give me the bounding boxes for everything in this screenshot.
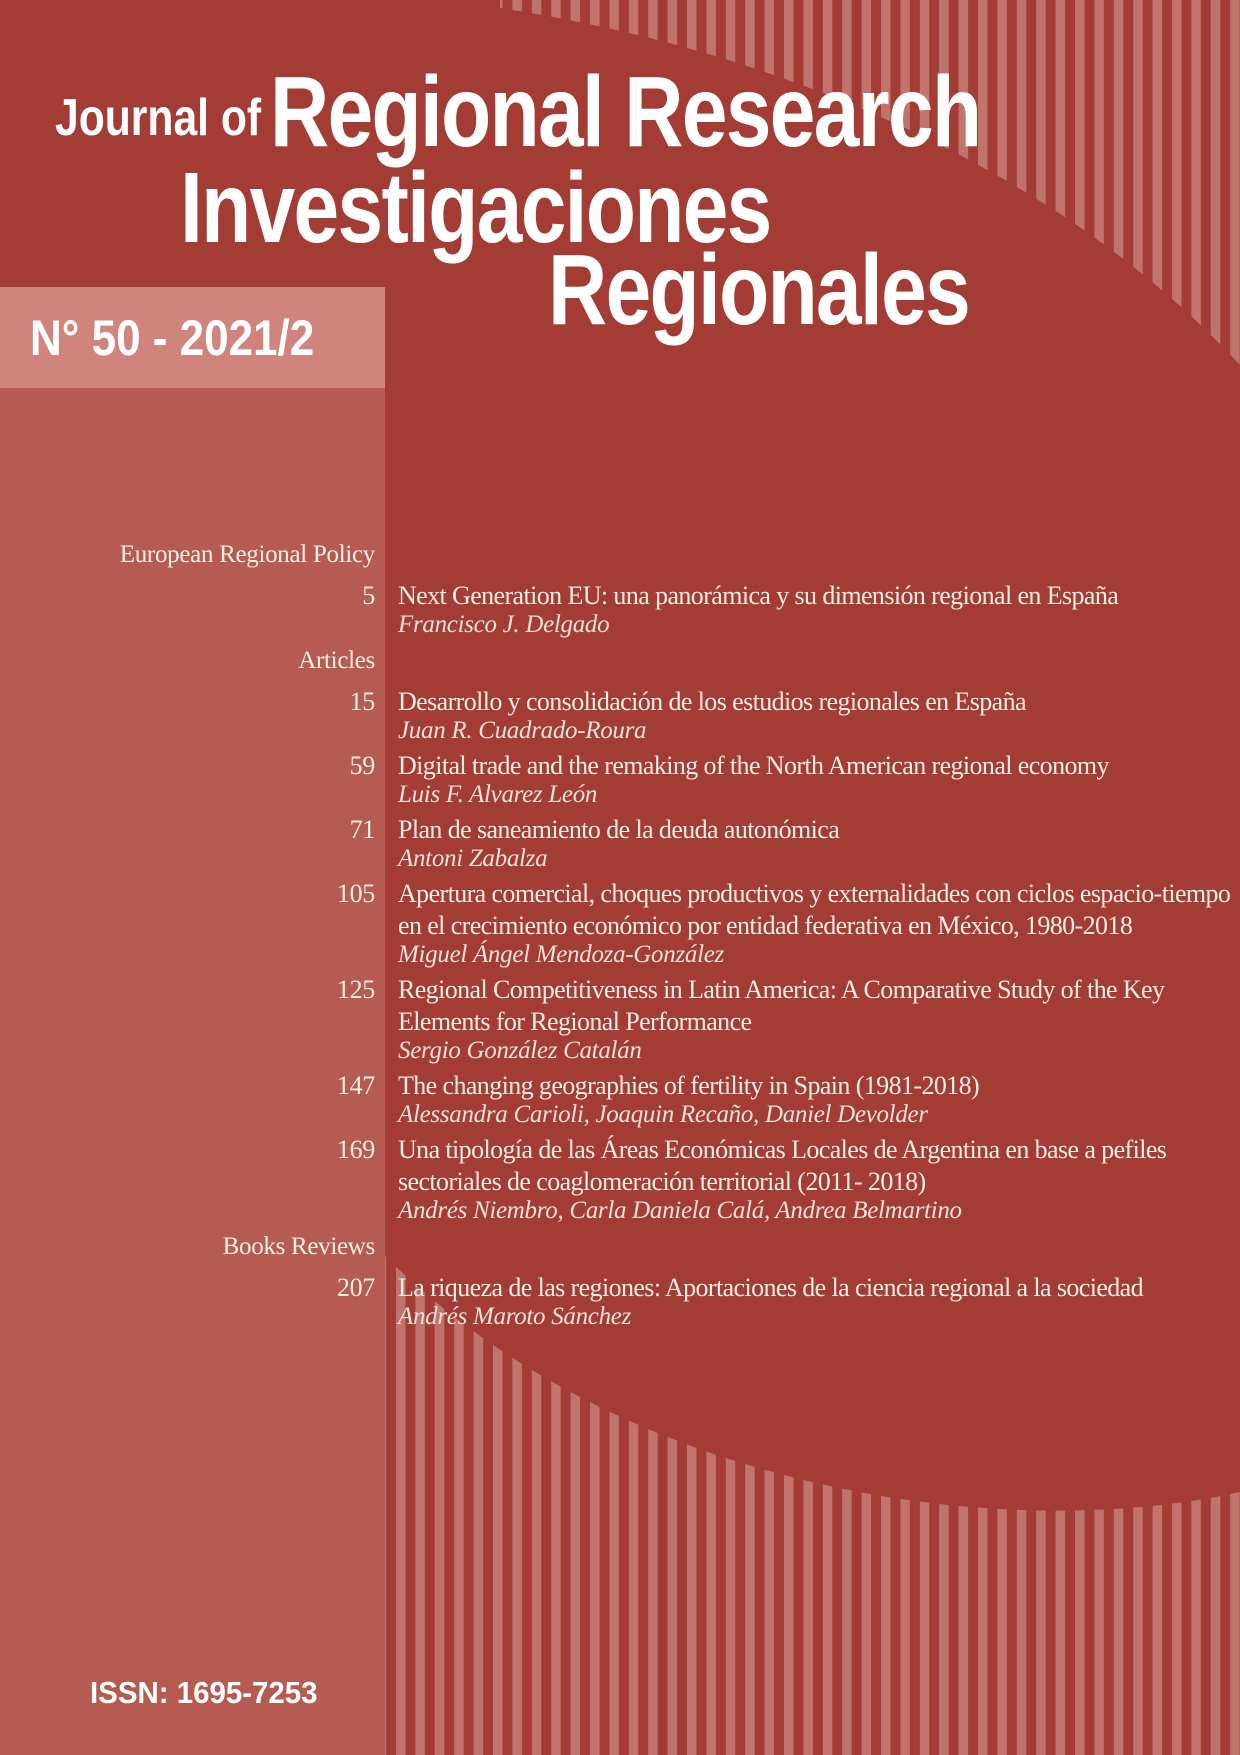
toc-entry [0,750,1240,808]
toc-page-number: 147 [336,1071,375,1100]
toc-entry [0,814,1240,872]
toc-article-title: Apertura comercial, choques productivos y externalidades con ciclos espacio-tiempo en el crecimiento económico por entidad federativa en México, 1980-2018 [398,879,1231,940]
toc-entry [0,1272,1240,1330]
issue-number-label: N° 50 - 2021/2 [30,309,315,366]
toc-page-number: 15 [349,687,375,716]
toc-page-number: 5 [362,581,375,610]
toc-page-number: 207 [336,1273,375,1302]
toc-article-title: Next Generation EU: una panorámica y su dimensión regional en España [398,581,1119,610]
toc-entry [0,878,1240,968]
toc-section-header: Articles [298,647,375,674]
toc-entry [0,580,1240,638]
journal-title-prefix: Journal of [55,89,262,147]
toc-article-authors: Juan R. Cuadrado-Roura [398,717,647,744]
toc-article-authors: Andrés Maroto Sánchez [398,1303,632,1330]
toc-article-authors: Francisco J. Delgado [398,611,610,638]
toc-page-number: 169 [336,1135,375,1164]
toc-article-authors: Antoni Zabalza [398,845,548,872]
journal-title-spanish-line1: Investigaciones [180,152,771,264]
toc-page-number: 125 [336,975,375,1004]
toc-article-title: Plan de saneamiento de la deuda autonómica [398,815,840,844]
journal-title-spanish-line2: Regionales [548,234,970,346]
toc-article-authors: Alessandra Carioli, Joaquin Recaño, Daniel Devolder [398,1101,928,1128]
toc-article-title: Regional Competitiveness in Latin America: A Comparative Study of the Key Elements for Regional Performance [398,975,1165,1036]
toc-section-header: European Regional Policy [119,541,375,568]
toc-article-title: La riqueza de las regiones: Aportaciones de la ciencia regional a la sociedad [398,1273,1143,1302]
toc-article-authors: Andrés Niembro, Carla Daniela Calá, Andrea Belmartino [398,1197,962,1224]
toc-article-title: Digital trade and the remaking of the North American regional economy [398,751,1109,780]
toc-entry [0,974,1240,1064]
toc-entry [0,1070,1240,1128]
toc-article-title: Desarrollo y consolidación de los estudios regionales en España [398,687,1026,716]
toc-entry [0,686,1240,744]
toc-page-number: 71 [349,815,375,844]
toc-section-header: Books Reviews [222,1233,375,1260]
toc-article-authors: Miguel Ángel Mendoza-González [398,941,724,968]
journal-title-english: Regional Research [270,56,981,168]
toc-article-title: Una tipología de las Áreas Económicas Locales de Argentina en base a pefiles sectoriales de coaglomeración territorial (2011- 2018) [398,1135,1167,1196]
toc-article-title: The changing geographies of fertility in Spain (1981-2018) [398,1071,980,1100]
toc-page-number: 105 [336,879,375,908]
toc-article-authors: Luis F. Alvarez León [398,781,598,808]
toc-entry [0,1134,1240,1224]
toc-page-number: 59 [349,751,375,780]
issn-label: ISSN: 1695-7253 [90,1675,318,1710]
toc-article-authors: Sergio González Catalán [398,1037,642,1064]
